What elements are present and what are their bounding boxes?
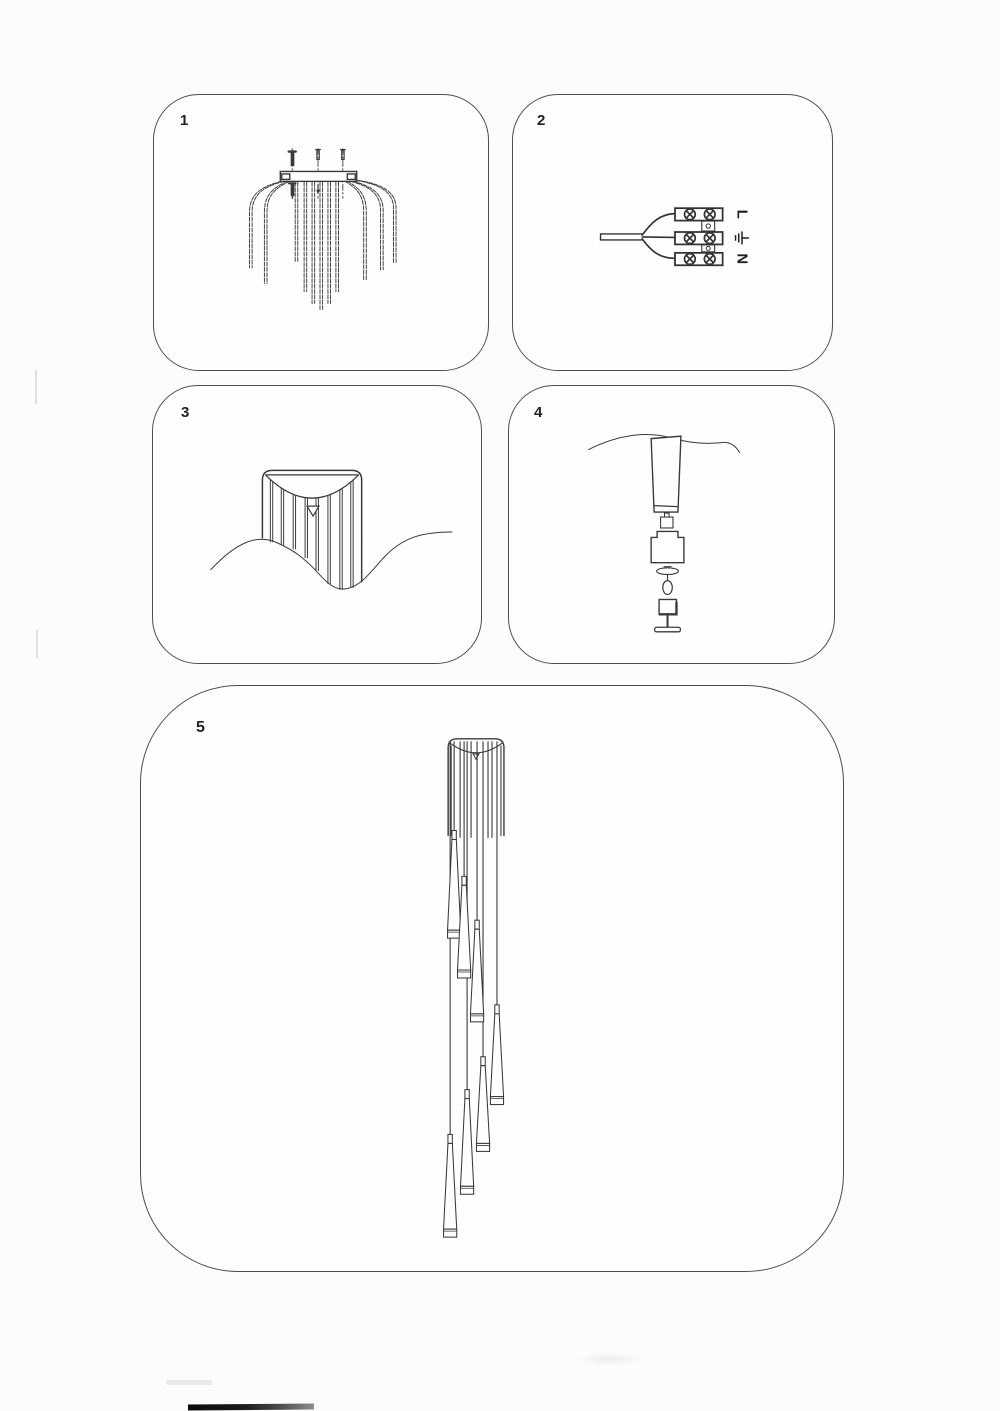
mains-cable (601, 214, 675, 259)
connector-socket (651, 531, 684, 562)
step-number-4: 4 (534, 404, 543, 421)
step-panel-4 (508, 385, 835, 664)
terminal-block-icon (675, 208, 723, 265)
step3-illustration (153, 386, 481, 663)
earth-symbol-icon (736, 232, 749, 244)
scan-scratch (35, 370, 37, 404)
hanging-cables (250, 180, 397, 309)
step-panel-1 (153, 94, 489, 371)
pendant-cones (444, 831, 504, 1238)
step5-illustration (141, 686, 843, 1271)
step-number-5: 5 (196, 719, 205, 736)
mounting-bracket (280, 171, 356, 181)
washer-disc (657, 567, 679, 580)
scan-smudge (575, 1352, 645, 1366)
step-panel-5 (140, 685, 844, 1272)
step-panel-3 (152, 385, 482, 664)
live-label: L (733, 209, 750, 219)
pendant-cone-shade (651, 436, 681, 512)
base-tee-piece (655, 614, 681, 631)
neutral-label: N (733, 253, 750, 265)
step-number-3: 3 (181, 404, 190, 421)
lamp-holder-box (659, 599, 676, 614)
ceiling-surface-line (211, 532, 452, 589)
step4-illustration (509, 386, 834, 663)
step2-illustration (513, 95, 832, 370)
cone-pendant (461, 1090, 474, 1195)
step-number-2: 2 (537, 112, 546, 129)
cone-pendant (448, 831, 461, 939)
cable-plug (661, 513, 673, 528)
step-panel-2 (512, 94, 833, 371)
canopy-stem (448, 739, 504, 838)
cone-pendant (476, 1057, 489, 1152)
scan-scratch (36, 630, 38, 658)
scan-edge-bar (188, 1403, 314, 1410)
cone-pendant (458, 876, 471, 978)
cone-pendant (490, 1005, 503, 1105)
step1-illustration (154, 95, 488, 370)
lamp-capsule (663, 581, 673, 595)
cone-pendant (470, 920, 483, 1022)
scan-speck (166, 1380, 212, 1385)
step-number-1: 1 (180, 112, 189, 129)
terminal-labels (734, 210, 750, 265)
canopy-cover (262, 470, 361, 581)
cone-pendant (444, 1134, 457, 1237)
